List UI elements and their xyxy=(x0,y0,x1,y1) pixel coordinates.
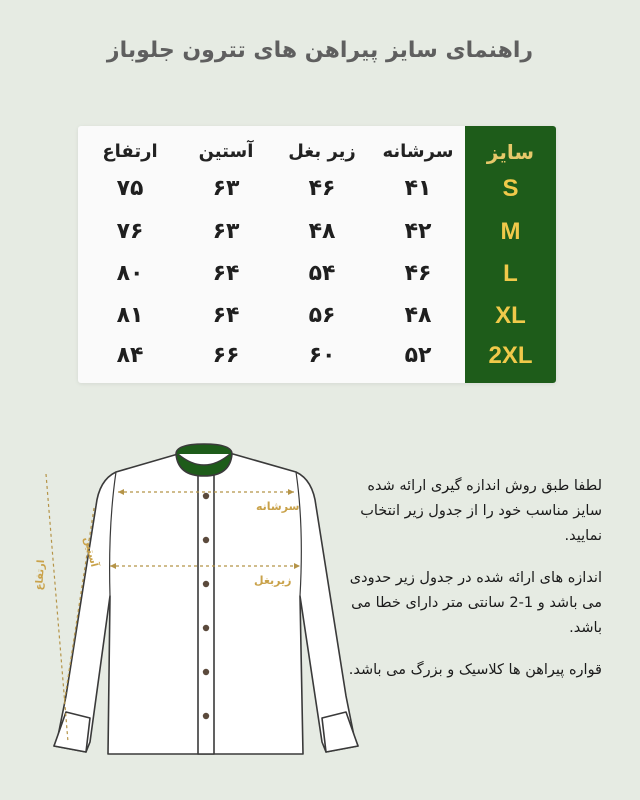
armpit-value: ۴۸ xyxy=(308,219,336,244)
sleeve-value: ۶۳ xyxy=(212,176,240,201)
height-value: ۸۴ xyxy=(116,343,144,368)
header-height: ارتفاع xyxy=(102,141,158,162)
size-label: L xyxy=(503,260,518,287)
height-value: ۸۱ xyxy=(116,303,144,328)
height-value: ۷۶ xyxy=(116,219,144,244)
size-table xyxy=(78,126,556,383)
header-sleeve: آستین xyxy=(198,141,254,162)
shoulder-value: ۴۲ xyxy=(404,219,432,244)
shoulder-value: ۵۲ xyxy=(404,343,432,368)
header-shoulder: سرشانه xyxy=(382,141,454,162)
sleeve-value: ۶۴ xyxy=(212,261,240,286)
armpit-value: ۴۶ xyxy=(308,176,336,201)
header-size: سایز xyxy=(486,140,535,164)
measurement-notes xyxy=(346,474,602,700)
size-label: M xyxy=(500,218,521,245)
label-height: ارتفاع xyxy=(34,559,48,591)
sleeve-value: ۶۶ xyxy=(212,343,240,368)
note-item: لطفا طبق روش اندازه گیری ارائه شده سایز مناسب خود را از جدول زیر انتخاب نمایید. xyxy=(360,478,602,544)
size-label: XL xyxy=(495,302,526,329)
armpit-value: ۵۶ xyxy=(308,303,336,328)
note-item: اندازه های ارائه شده در جدول زیر حدودی می باشد و 1-2 سانتی متر دارای خطا می باشد. xyxy=(349,570,602,636)
sleeve-value: ۶۳ xyxy=(212,219,240,244)
size-label: 2XL xyxy=(488,342,533,369)
height-value: ۷۵ xyxy=(116,176,144,201)
armpit-value: ۶۰ xyxy=(308,343,336,368)
shoulder-value: ۴۶ xyxy=(404,261,432,286)
header-armpit: زیر بغل xyxy=(288,141,356,162)
page-title: راهنمای سایز پیراهن های تترون جلوباز xyxy=(106,38,534,63)
shoulder-value: ۴۸ xyxy=(404,303,432,328)
shirt-measurement-diagram xyxy=(28,436,378,788)
shoulder-value: ۴۱ xyxy=(404,176,432,201)
label-shoulder: سرشانه xyxy=(256,500,300,513)
label-sleeve: آستین xyxy=(81,536,100,569)
label-armpit: زیربغل xyxy=(254,574,292,587)
size-label: S xyxy=(502,175,519,202)
sleeve-value: ۶۴ xyxy=(212,303,240,328)
height-value: ۸۰ xyxy=(116,261,144,286)
note-item: قواره پیراهن ها کلاسیک و بزرگ می باشد. xyxy=(348,662,602,678)
armpit-value: ۵۴ xyxy=(308,261,336,286)
